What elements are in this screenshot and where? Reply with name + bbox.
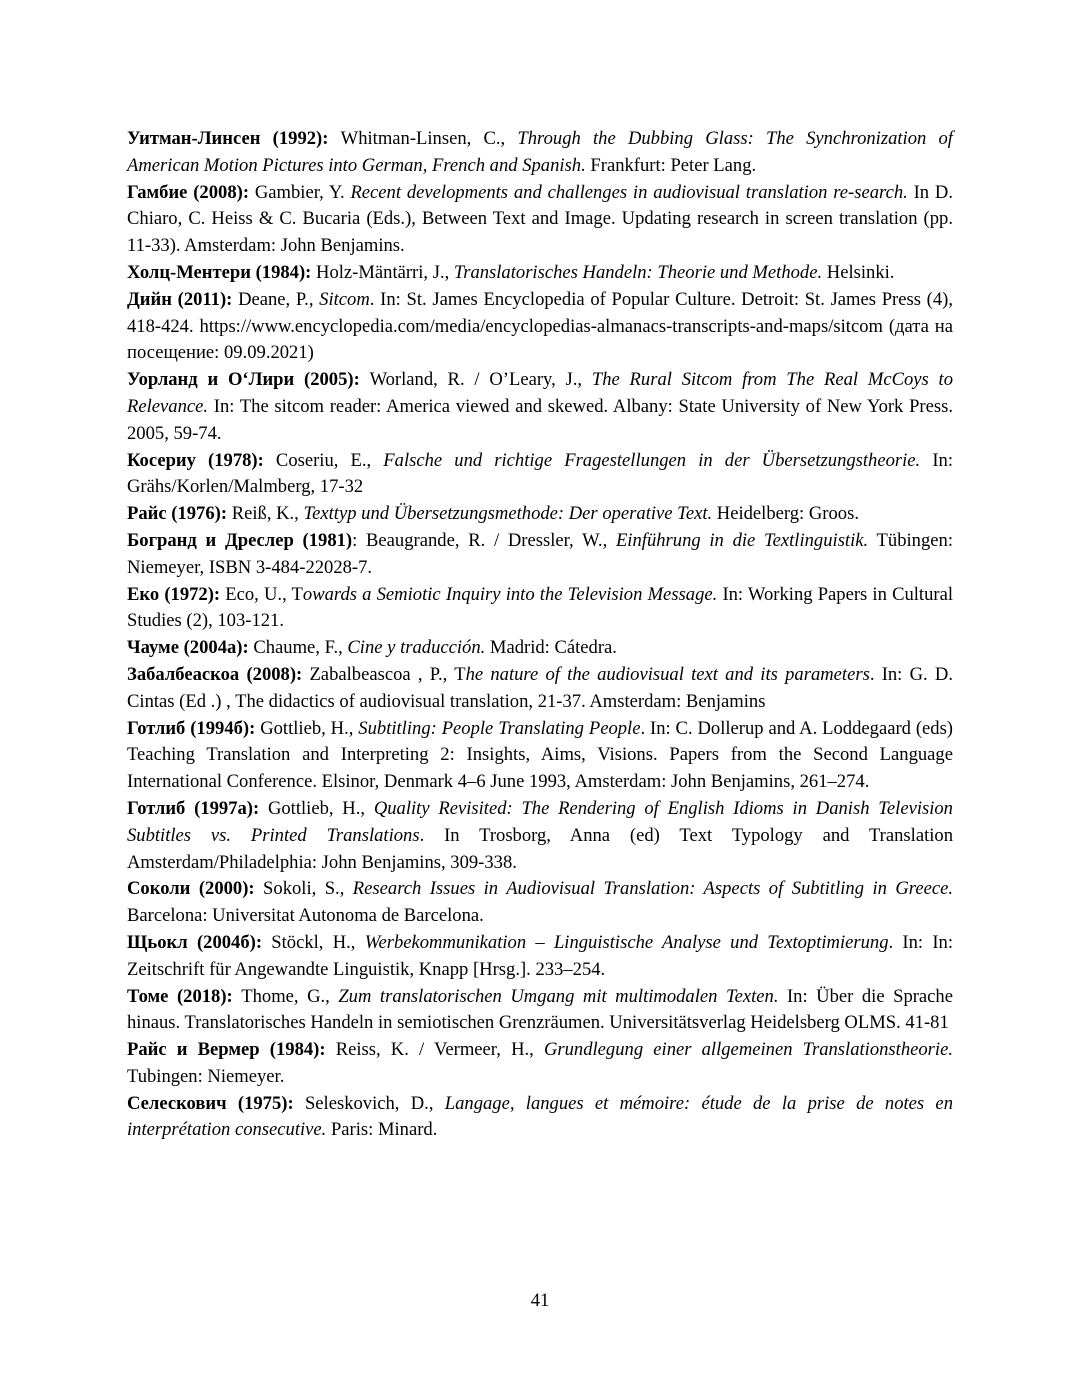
reference-title: Langage, langues et mémoire: étude de la prise de notes en interprétation consecutive. — [127, 1092, 953, 1141]
reference-text: In: Working Papers in Cultural Studies (2), 103-121. — [127, 583, 954, 632]
reference-key: Селескович (1975): — [127, 1092, 294, 1114]
reference-text: Worland, R. / O’Leary, J., — [359, 369, 592, 391]
reference-entry — [127, 287, 953, 367]
reference-entry — [127, 1037, 953, 1091]
reference-text: In D. Chiaro, C. Heiss & C. Bucaria (Eds.), Between Text and Image. Updating research in screen translation (pp. 11-33). Amsterdam: John Benjamins. — [127, 181, 953, 257]
reference-title: Cine y traducción. — [347, 637, 486, 659]
reference-text: In: Über die Sprache hinaus. Translatorisches Handeln in semiotischen Grenzräumen. Universitätsverlag Heidelsberg OLMS. 41-81 — [127, 985, 953, 1034]
reference-text: Eco, U., T — [220, 583, 303, 605]
reference-title: Translatorisches Handeln: Theorie und Methode. — [453, 261, 823, 283]
reference-text: : Beaugrande, R. / Dressler, W., — [352, 529, 616, 551]
reference-key: Щьокл (2004б): — [127, 931, 263, 953]
reference-key: Еко (1972): — [127, 583, 221, 605]
reference-text: Paris: Minard. — [326, 1119, 438, 1141]
reference-text: Tubingen: Niemeyer. — [127, 1065, 285, 1087]
reference-title: Werbekommunikation – Linguistische Analyse und Textoptimierung — [364, 931, 889, 953]
reference-text: Zabalbeascoa , P., T — [302, 663, 466, 685]
reference-key: Соколи (2000): — [127, 878, 255, 900]
reference-text: . In: St. James Encyclopedia of Popular Culture. Detroit: St. James Press (4), 418-424. https://www.encyclopedia.com/media/encyclopedias-almanacs-transcripts-and-maps/sitcom (дата на посещение: 09.09.2021) — [127, 288, 953, 364]
reference-title: Subtitling: People Translating People — [358, 717, 641, 739]
reference-entry — [127, 984, 953, 1038]
reference-text: In: The sitcom reader: America viewed and skewed. Albany: State University of New York Press. 2005, 59-74. — [127, 395, 953, 444]
reference-key: Дийн (2011): — [127, 288, 233, 310]
reference-title: Sitcom — [319, 288, 370, 310]
reference-key: Готлиб (1997а): — [127, 797, 260, 819]
reference-key: Райс и Вермер (1984): — [127, 1039, 326, 1061]
reference-text: Gambier, Y. — [249, 181, 351, 203]
reference-entry — [127, 126, 953, 180]
reference-text: Reiß, K., — [227, 503, 304, 525]
reference-title: Zum translatorischen Umgang mit multimodalen Texten. — [338, 985, 779, 1007]
reference-title: Falsche und richtige Fragestellungen in der Übersetzungstheorie. — [383, 449, 921, 471]
reference-text: Thome, G., — [232, 985, 339, 1007]
reference-entry — [127, 1091, 953, 1145]
reference-title: Quality Revisited: The Rendering of English Idioms in Danish Television Subtitles vs. Printed Translations — [127, 797, 953, 846]
reference-text: Heidelberg: Groos. — [712, 503, 859, 525]
reference-key: Уитман-Линсен (1992): — [127, 128, 329, 149]
reference-text: Sokoli, S., — [254, 878, 353, 900]
reference-title: Grundlegung einer allgemeinen Translationstheorie. — [543, 1039, 953, 1061]
reference-key: Готлиб (1994б): — [127, 717, 256, 739]
reference-entry — [127, 501, 953, 528]
reference-text: . In Trosborg, Anna (ed) Text Typology and Translation Amsterdam/Philadelphia: John Benjamins, 309-338. — [127, 824, 954, 873]
reference-key: Забалбеаскоа (2008): — [127, 663, 303, 685]
reference-key: Чауме (2004а): — [127, 637, 249, 659]
reference-title: Texttyp und Übersetzungsmethode: Der operative Text. — [303, 503, 713, 525]
reference-text: Chaume, F., — [248, 637, 348, 659]
reference-entry — [127, 930, 953, 984]
reference-text: Coseriu, E., — [263, 449, 384, 471]
reference-entry — [127, 635, 953, 662]
reference-title: Through the Dubbing Glass: The Synchronization of American Motion Pictures into German, French and Spanish. — [127, 128, 953, 176]
reference-entry — [127, 528, 953, 582]
reference-text: Whitman-Linsen, C., — [328, 128, 518, 149]
reference-title: owards a Semiotic Inquiry into the Television Message. — [302, 583, 718, 605]
reference-text: . In: C. Dollerup and A. Loddegaard (eds) Teaching Translation and Interpreting 2: Insights, Aims, Visions. Papers from the Second Language International Conference. Elsinor, Denmark 4–6 June 1993, Amsterdam: John Benjamins, 261–274. — [127, 717, 953, 793]
reference-title: Research Issues in Audiovisual Translation: Aspects of Subtitling in Greece. — [352, 878, 953, 900]
reference-text: Gottlieb, H., — [255, 717, 359, 739]
reference-title: Recent developments and challenges in audiovisual translation re-search. — [350, 181, 908, 203]
reference-entry — [127, 716, 953, 796]
reference-key: Богранд и Дреслер (1981) — [127, 529, 353, 551]
reference-text: Holz-Mäntärri, J., — [311, 261, 454, 283]
reference-text: Reiss, K. / Vermeer, H., — [325, 1039, 544, 1061]
reference-key: Уорланд и О‘Лири (2005): — [127, 369, 360, 391]
reference-key: Гамбие (2008): — [127, 181, 250, 203]
reference-title: he nature of the audiovisual text and its parameters — [465, 663, 870, 685]
reference-text: Stöckl, H., — [262, 931, 365, 953]
reference-entry — [127, 367, 953, 447]
reference-text: Tübingen: Niemeyer, ISBN 3-484-22028-7. — [127, 529, 953, 578]
reference-key: Райс (1976): — [127, 503, 228, 525]
reference-text: . In: In: Zeitschrift für Angewandte Linguistik, Knapp [Hrsg.]. 233–254. — [127, 931, 953, 980]
reference-entry — [127, 180, 953, 260]
reference-text: Seleskovich, D., — [293, 1092, 445, 1114]
reference-entry — [127, 582, 953, 636]
reference-key: Косериу (1978): — [127, 449, 264, 471]
reference-title: Einführung in die Textlinguistik. — [615, 529, 869, 551]
page-number: 41 — [530, 1290, 550, 1311]
reference-text: Deane, P., — [232, 288, 320, 310]
reference-entry — [127, 662, 953, 716]
reference-text: . In: G. D. Cintas (Ed .) , The didactics of audiovisual translation, 21-37. Amsterdam: Benjamins — [127, 663, 953, 712]
reference-entry — [127, 876, 953, 930]
reference-text: In: Grähs/Korlen/Malmberg, 17-32 — [127, 449, 953, 498]
reference-text: Barcelona: Universitat Autonoma de Barcelona. — [127, 905, 484, 927]
reference-text: Madrid: Cátedra. — [485, 637, 617, 659]
reference-title: The Rural Sitcom from The Real McCoys to Relevance. — [127, 369, 954, 417]
reference-list — [127, 126, 953, 1144]
reference-key: Холц-Ментери (1984): — [127, 261, 312, 283]
reference-text: Frankfurt: Peter Lang. — [585, 154, 757, 176]
reference-entry — [127, 260, 953, 287]
reference-text: Helsinki. — [822, 261, 895, 283]
reference-key: Томе (2018): — [127, 985, 233, 1007]
reference-entry — [127, 448, 953, 502]
reference-entry — [127, 796, 953, 876]
reference-text: Gottlieb, H., — [259, 797, 374, 819]
